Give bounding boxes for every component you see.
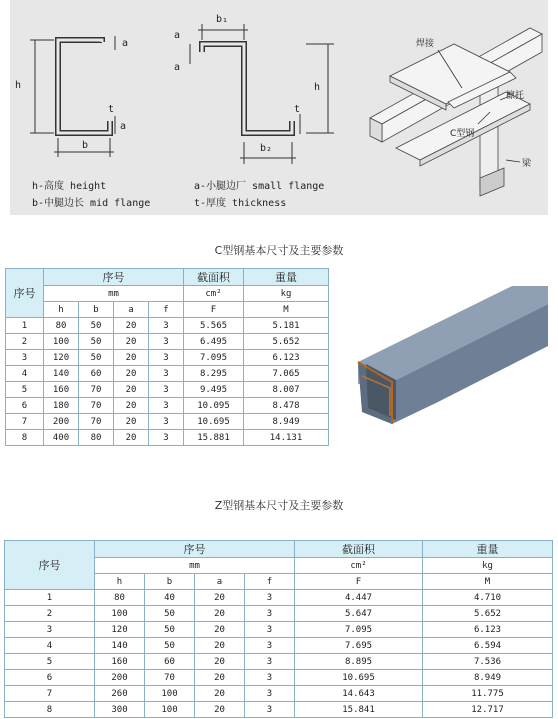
z-height-label: h [314,82,321,93]
table-cell: 3 [149,318,184,334]
table-row [5,654,553,670]
sub-a: a [195,574,245,590]
serial-header: 序号 [5,541,95,590]
table-cell: 6.123 [423,622,553,638]
table-cell: 10.095 [184,398,244,414]
table-cell: 2 [6,334,44,350]
legend-mid-flange: b-中腿边长 mid flange [32,198,151,209]
table-cell: 260 [95,686,145,702]
table-cell: 3 [245,590,295,606]
table-cell: 20 [114,382,149,398]
table-cell: 140 [44,366,79,382]
table-cell: 70 [79,414,114,430]
table-cell: 20 [114,350,149,366]
sub-a: a [114,302,149,318]
weight-header: 重量 [244,269,329,286]
c-steel-callout: C型钢 [450,129,475,139]
table-cell: 3 [245,606,295,622]
table-row [6,398,329,414]
table-cell: 50 [145,606,195,622]
legend-thickness: t-厚度 thickness [194,198,287,209]
table-cell: 7.695 [295,638,423,654]
table-cell: 3 [245,638,295,654]
table-cell: 20 [114,430,149,446]
sub-area: F [295,574,423,590]
table-cell: 50 [79,318,114,334]
legend-height: h-高度 height [32,181,107,192]
table-cell: 20 [195,638,245,654]
table-cell: 8.295 [184,366,244,382]
table-cell: 5.647 [295,606,423,622]
table-cell: 3 [245,702,295,718]
table-cell: 3 [149,414,184,430]
weight-unit: kg [423,558,553,574]
area-unit: cm² [295,558,423,574]
table-row [5,686,553,702]
table-cell: 10.695 [295,670,423,686]
table-cell: 7.536 [423,654,553,670]
table-cell: 3 [149,382,184,398]
table-cell: 20 [114,334,149,350]
table-cell: 6.495 [184,334,244,350]
table-cell: 5.181 [244,318,329,334]
table-row [6,430,329,446]
table-cell: 3 [245,622,295,638]
sub-weight: M [244,302,329,318]
table-cell: 20 [195,702,245,718]
c-table-title: C型钢基本尺寸及主要参数 [214,244,344,257]
table-cell: 60 [79,366,114,382]
table-cell: 50 [145,638,195,654]
table-cell: 12.717 [423,702,553,718]
table-cell: 8.895 [295,654,423,670]
sub-h: h [44,302,79,318]
z-table-title: Z型钢基本尺寸及主要参数 [214,499,344,512]
table-cell: 5.565 [184,318,244,334]
c-section-shape [58,40,110,133]
table-row [6,318,329,334]
table-cell: 180 [44,398,79,414]
sub-h: h [95,574,145,590]
table-cell: 3 [5,622,95,638]
table-cell: 120 [95,622,145,638]
table-cell: 3 [6,350,44,366]
table-cell: 3 [149,366,184,382]
table-cell: 4.447 [295,590,423,606]
table-row [5,670,553,686]
table-row [6,350,329,366]
table-cell: 14.131 [244,430,329,446]
legend-small-flange: a-小腿边厂 small flange [194,181,325,192]
table-cell: 5 [6,382,44,398]
c-steel-photo [352,284,550,426]
weight-unit: kg [244,286,329,302]
table-row [6,366,329,382]
table-cell: 70 [145,670,195,686]
table-row [6,414,329,430]
table-cell: 100 [145,686,195,702]
table-cell: 6.123 [244,350,329,366]
table-cell: 7.095 [184,350,244,366]
table-cell: 70 [79,398,114,414]
table-cell: 100 [44,334,79,350]
table-cell: 7.095 [295,622,423,638]
table-row [6,334,329,350]
table-cell: 15.841 [295,702,423,718]
table-cell: 8.478 [244,398,329,414]
table-cell: 3 [149,430,184,446]
table-cell: 50 [79,334,114,350]
table-cell: 20 [195,670,245,686]
table-cell: 4.710 [423,590,553,606]
table-cell: 20 [195,686,245,702]
table-cell: 20 [195,654,245,670]
size-header: 序号 [95,541,295,558]
table-cell: 100 [145,702,195,718]
table-cell: 6.594 [423,638,553,654]
weight-header: 重量 [423,541,553,558]
sub-area: F [184,302,244,318]
table-cell: 7 [6,414,44,430]
table-cell: 9.495 [184,382,244,398]
table-cell: 60 [145,654,195,670]
table-cell: 14.643 [295,686,423,702]
sub-weight: M [423,574,553,590]
beam-callout: 梁 [522,159,532,169]
table-cell: 11.775 [423,686,553,702]
z-a-label: a [174,62,181,73]
z-b1-label: b₁ [216,14,229,25]
c-flange-label: a [122,38,129,49]
table-row [5,622,553,638]
table-cell: 20 [195,622,245,638]
table-cell: 50 [145,622,195,638]
z-steel-spec-table [4,540,553,718]
area-header: 截面积 [295,541,423,558]
table-row [5,638,553,654]
purlin-assembly-drawing [370,28,542,196]
table-cell: 8.949 [244,414,329,430]
table-cell: 2 [5,606,95,622]
table-cell: 300 [95,702,145,718]
table-cell: 5 [5,654,95,670]
table-cell: 3 [149,350,184,366]
size-unit: mm [44,286,184,302]
z-a-label-top: a [174,30,181,41]
table-cell: 80 [44,318,79,334]
table-row [6,382,329,398]
sub-f: f [245,574,295,590]
table-row [5,590,553,606]
table-row [5,606,553,622]
purlin-support-callout: 檩托 [506,91,525,101]
z-thickness-label: t [294,104,301,115]
table-cell: 3 [149,334,184,350]
z-b2-label: b₂ [260,143,273,154]
table-cell: 3 [245,654,295,670]
table-row [5,702,553,718]
table-cell: 3 [245,686,295,702]
table-cell: 8 [5,702,95,718]
section-diagram [10,0,548,215]
table-cell: 5.652 [423,606,553,622]
c-thickness-label: t [108,104,115,115]
table-cell: 20 [195,590,245,606]
table-cell: 20 [114,414,149,430]
sub-f: f [149,302,184,318]
table-cell: 6 [5,670,95,686]
c-flange-label-2: a [120,121,127,132]
table-cell: 1 [6,318,44,334]
table-cell: 8.007 [244,382,329,398]
table-cell: 20 [114,398,149,414]
table-cell: 200 [44,414,79,430]
table-cell: 8.949 [423,670,553,686]
table-cell: 7.065 [244,366,329,382]
c-height-label: h [15,80,22,91]
table-cell: 80 [95,590,145,606]
area-header: 截面积 [184,269,244,286]
table-cell: 15.881 [184,430,244,446]
table-cell: 160 [44,382,79,398]
size-header: 序号 [44,269,184,286]
table-cell: 1 [5,590,95,606]
table-cell: 4 [5,638,95,654]
table-cell: 3 [245,670,295,686]
table-cell: 5.652 [244,334,329,350]
table-cell: 400 [44,430,79,446]
c-width-label: b [82,140,89,151]
size-unit: mm [95,558,295,574]
table-cell: 3 [149,398,184,414]
table-cell: 40 [145,590,195,606]
table-cell: 120 [44,350,79,366]
table-cell: 140 [95,638,145,654]
table-cell: 4 [6,366,44,382]
table-cell: 80 [79,430,114,446]
table-cell: 10.695 [184,414,244,430]
table-cell: 70 [79,382,114,398]
z-section-shape [202,44,292,133]
weld-callout: 焊接 [416,39,435,49]
table-cell: 8 [6,430,44,446]
table-cell: 20 [114,318,149,334]
area-unit: cm² [184,286,244,302]
sub-b: b [145,574,195,590]
c-steel-spec-table [5,268,329,446]
sub-b: b [79,302,114,318]
table-cell: 160 [95,654,145,670]
table-cell: 20 [195,606,245,622]
table-cell: 200 [95,670,145,686]
table-cell: 6 [6,398,44,414]
table-cell: 20 [114,366,149,382]
serial-header: 序号 [6,269,44,318]
table-cell: 50 [79,350,114,366]
table-cell: 100 [95,606,145,622]
table-cell: 7 [5,686,95,702]
